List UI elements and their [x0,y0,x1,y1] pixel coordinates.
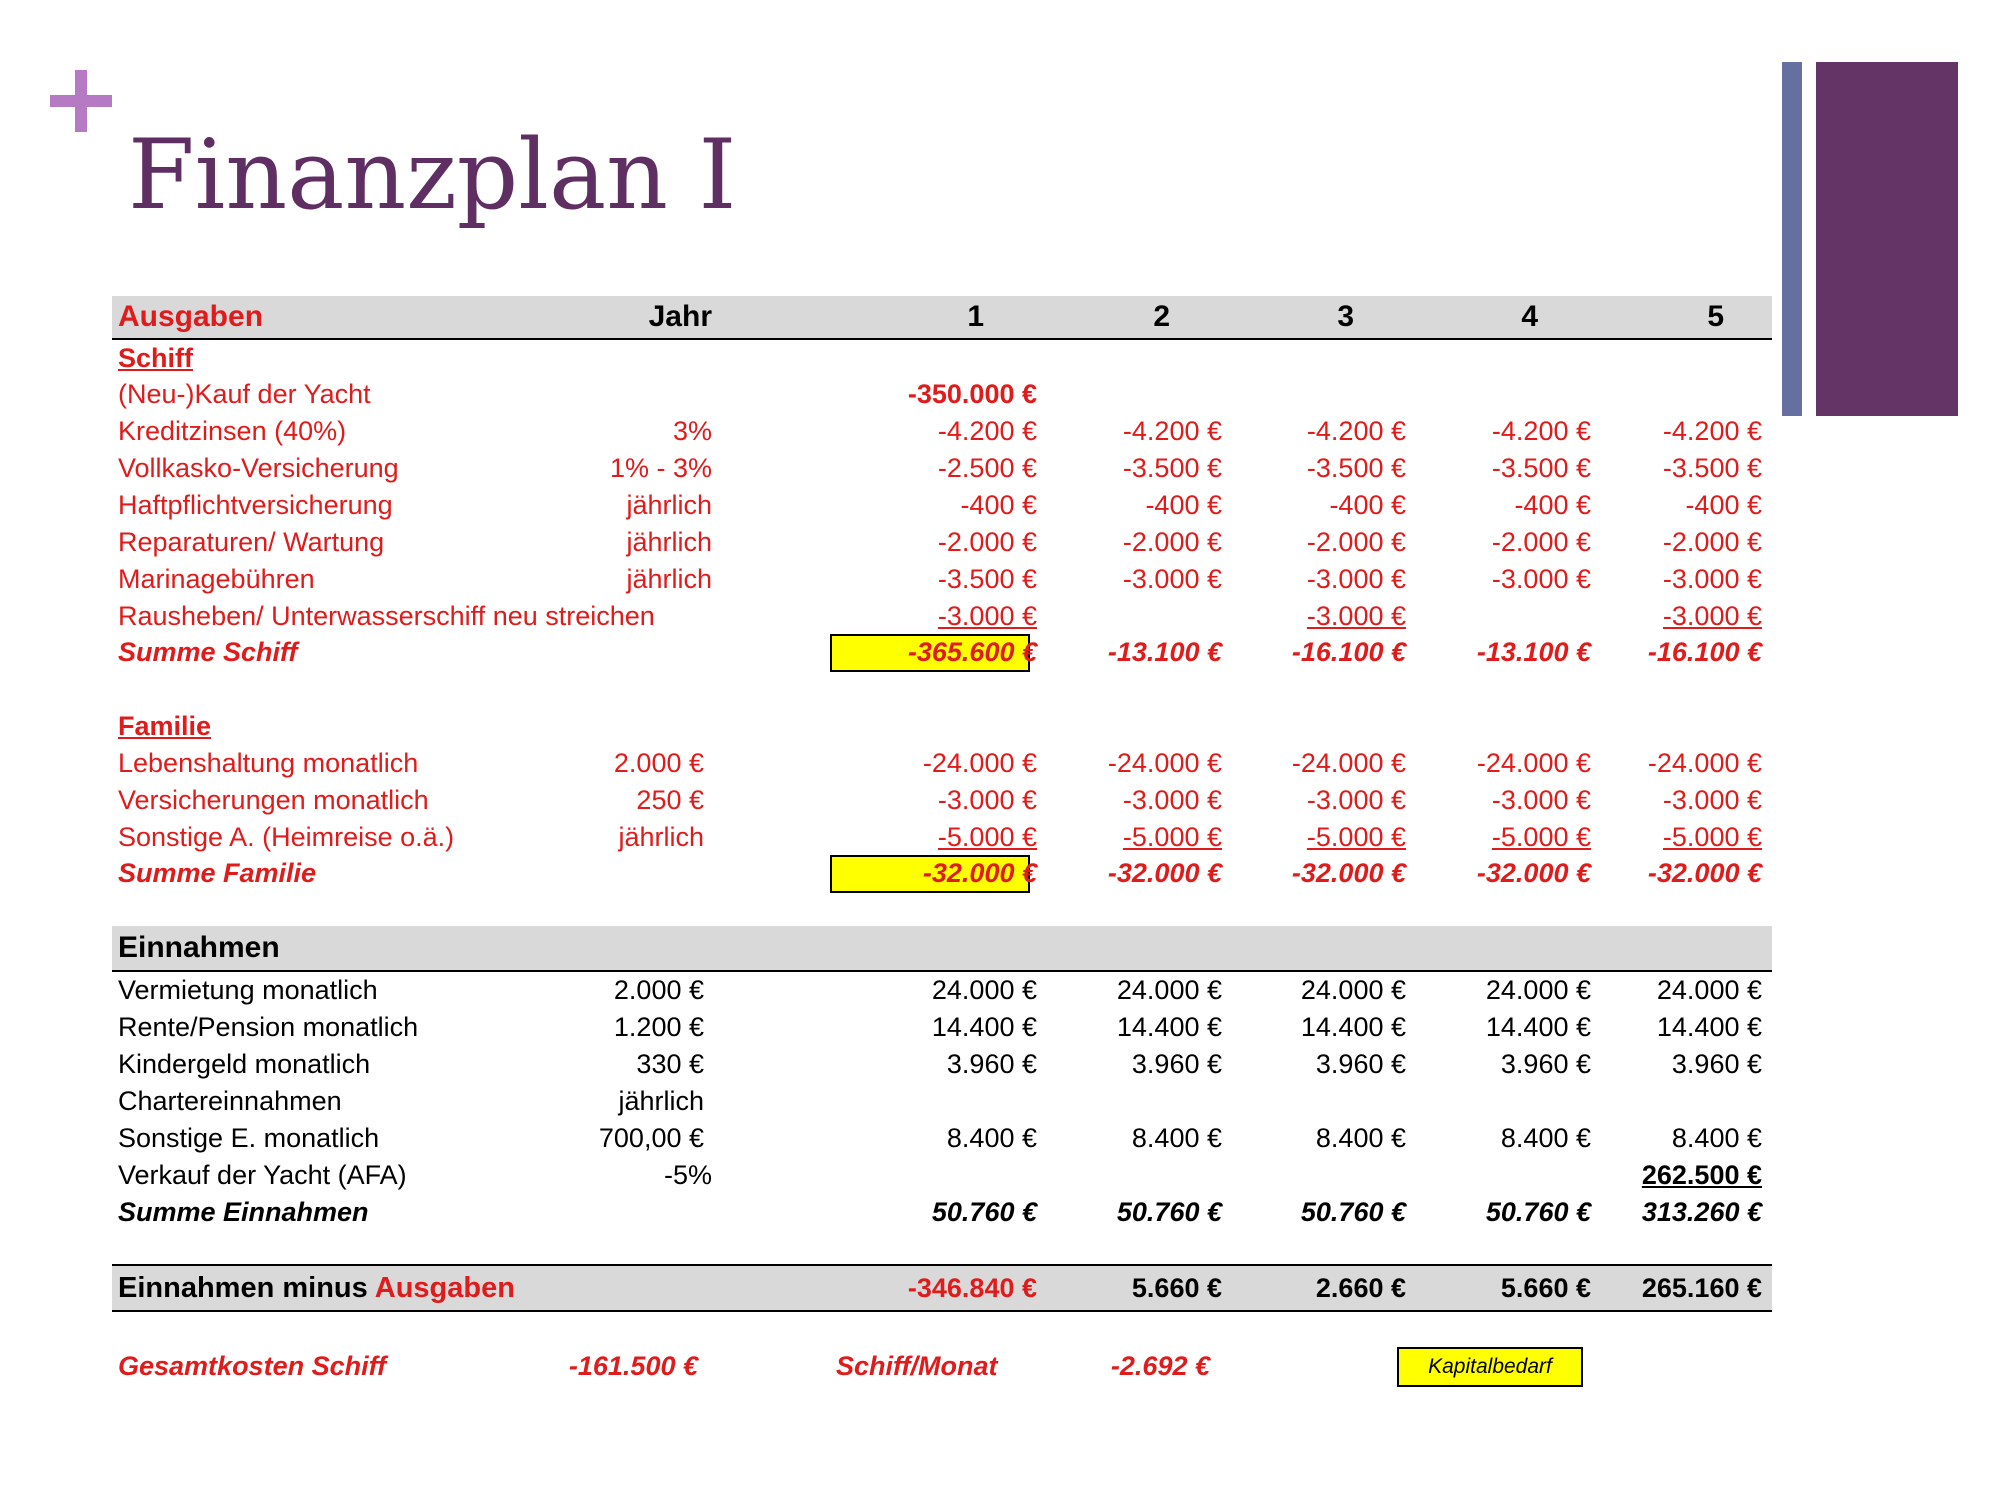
cell-year-3: -4.200 € [1306,416,1406,446]
cell-year-1: -346.840 € [907,1273,1037,1303]
table-row [112,972,1772,1009]
cell-year-5: -32.000 € [1647,858,1762,888]
table-row [112,598,1772,635]
row-param: jährlich [626,490,712,520]
cell-year-4: 50.760 € [1485,1197,1591,1227]
gesamtkosten-label: Gesamtkosten Schiff [118,1351,387,1381]
cell-year-5: -5.000 € [1662,822,1762,852]
cell-year-2: -24.000 € [1107,748,1222,778]
kapitalbedarf-badge: Kapitalbedarf [1397,1347,1583,1387]
header-year-1: 1 [967,300,984,333]
section-heading-familie [112,708,1772,745]
cell-year-1: -400 € [960,490,1037,520]
cell-year-4: 5.660 € [1500,1273,1591,1303]
cell-year-2: -400 € [1145,490,1222,520]
row-param: 2.000 € [613,975,704,1005]
row-label: Haftpflichtversicherung [118,490,393,520]
cell-year-3: 2.660 € [1315,1273,1406,1303]
row-param: 1% - 3% [609,453,712,483]
cell-year-5: -3.000 € [1662,601,1762,631]
cell-year-4: -2.000 € [1491,527,1591,557]
cell-year-2: -5.000 € [1122,822,1222,852]
cell-year-2: -13.100 € [1107,637,1222,667]
cell-year-3: -3.000 € [1306,564,1406,594]
section-heading-schiff [112,340,1772,377]
cell-year-5: 14.400 € [1656,1012,1762,1042]
table-row [112,376,1772,413]
cell-year-2: 5.660 € [1131,1273,1222,1303]
cell-year-5: -4.200 € [1662,416,1762,446]
cell-year-4: -5.000 € [1491,822,1591,852]
cell-year-4: -400 € [1514,490,1591,520]
sum-label: Summe Einnahmen [118,1197,369,1227]
row-label: Rente/Pension monatlich [118,1012,419,1042]
row-param: 700,00 € [598,1123,704,1153]
section-title: Einnahmen [118,931,280,964]
cell-year-2: -3.000 € [1122,785,1222,815]
header-ausgaben: Ausgaben [118,300,264,333]
row-param: jährlich [618,822,704,852]
row-label: Sonstige E. monatlich [118,1123,380,1153]
cell-year-3: 8.400 € [1315,1123,1406,1153]
header-year-3: 3 [1337,300,1354,333]
row-param: 1.200 € [613,1012,704,1042]
cell-year-5: -400 € [1685,490,1762,520]
table-row [112,1083,1772,1120]
cell-year-5: 3.960 € [1671,1049,1762,1079]
cell-year-2: -32.000 € [1107,858,1222,888]
row-label: Verkauf der Yacht (AFA) [118,1160,407,1190]
net-label [118,1266,515,1310]
cell-year-1: 24.000 € [931,975,1037,1005]
cell-year-2: -3.500 € [1122,453,1222,483]
schiff-monat-label: Schiff/Monat [836,1351,998,1381]
row-label: Lebenshaltung monatlich [118,748,419,778]
row-label: Kreditzinsen (40%) [118,416,347,446]
cell-year-4: 8.400 € [1500,1123,1591,1153]
sum-row-familie [112,855,1772,892]
cell-year-5: -24.000 € [1647,748,1762,778]
cell-year-1: -2.500 € [937,453,1037,483]
header-year-2: 2 [1153,300,1170,333]
cell-year-2: -2.000 € [1122,527,1222,557]
cell-year-1: -3.500 € [937,564,1037,594]
table-row [112,1009,1772,1046]
header-year-5: 5 [1707,300,1724,333]
cell-year-2: 24.000 € [1116,975,1222,1005]
cell-year-3: -5.000 € [1306,822,1406,852]
cell-year-2: -3.000 € [1122,564,1222,594]
cell-year-1: 8.400 € [946,1123,1037,1153]
table-row [112,1046,1772,1083]
cell-year-5: -2.000 € [1662,527,1762,557]
table-row [112,524,1772,561]
net-label-a: Einnahmen minus [118,1272,368,1304]
cell-year-2: 50.760 € [1116,1197,1222,1227]
gesamtkosten-value: -161.500 € [568,1351,698,1381]
cell-year-1: 3.960 € [946,1049,1037,1079]
net-label-b: Ausgaben [374,1272,515,1304]
cell-year-2: -4.200 € [1122,416,1222,446]
cell-year-1: -5.000 € [937,822,1037,852]
sum-row-schiff [112,634,1772,671]
cell-year-1: 14.400 € [931,1012,1037,1042]
cell-year-3: 14.400 € [1300,1012,1406,1042]
cell-year-5: -16.100 € [1647,637,1762,667]
row-label: (Neu-)Kauf der Yacht [118,379,371,409]
row-label: Vollkasko-Versicherung [118,453,399,483]
decorative-bar-purple [1816,62,1958,416]
cell-year-2: 8.400 € [1131,1123,1222,1153]
cell-year-3: -400 € [1329,490,1406,520]
cell-year-5: 262.500 € [1641,1160,1762,1190]
row-label: Marinagebühren [118,564,315,594]
cell-year-1: -365.600 € [907,637,1037,667]
row-label: Versicherungen monatlich [118,785,429,815]
row-label: Kindergeld monatlich [118,1049,371,1079]
table-row [112,487,1772,524]
cell-year-3: -16.100 € [1291,637,1406,667]
cell-year-5: 313.260 € [1641,1197,1762,1227]
table-row [112,413,1772,450]
row-param: 330 € [636,1049,704,1079]
cell-year-4: 14.400 € [1485,1012,1591,1042]
cell-year-4: -3.000 € [1491,785,1591,815]
cell-year-4: -3.000 € [1491,564,1591,594]
table-row [112,745,1772,782]
cell-year-5: -3.500 € [1662,453,1762,483]
cell-year-3: -3.500 € [1306,453,1406,483]
cell-year-1: -4.200 € [937,416,1037,446]
row-label: Sonstige A. (Heimreise o.ä.) [118,822,455,852]
cell-year-5: 8.400 € [1671,1123,1762,1153]
cell-year-1: -3.000 € [937,785,1037,815]
cell-year-3: 50.760 € [1300,1197,1406,1227]
cell-year-1: -350.000 € [907,379,1037,409]
cell-year-3: -3.000 € [1306,601,1406,631]
cell-year-3: 3.960 € [1315,1049,1406,1079]
decorative-bar-blue [1782,62,1802,416]
cell-year-4: -13.100 € [1476,637,1591,667]
row-param: jährlich [626,527,712,557]
row-param: 2.000 € [613,748,704,778]
table-row [112,782,1772,819]
cell-year-4: -4.200 € [1491,416,1591,446]
header-year-4: 4 [1521,300,1538,333]
cell-year-1: -2.000 € [937,527,1037,557]
row-label: Vermietung monatlich [118,975,378,1005]
row-label: Rausheben/ Unterwasserschiff neu streichen [118,601,655,631]
row-param: -5% [663,1160,712,1190]
row-label: Reparaturen/ Wartung [118,527,385,557]
cell-year-4: -24.000 € [1476,748,1591,778]
section-title: Schiff [118,343,194,373]
section-header-einnahmen [112,926,1772,972]
cell-year-4: -32.000 € [1476,858,1591,888]
cell-year-1: -3.000 € [937,601,1037,631]
cell-year-3: -32.000 € [1291,858,1406,888]
page-title: Finanzplan I [128,119,737,231]
cell-year-5: -3.000 € [1662,564,1762,594]
cell-year-5: -3.000 € [1662,785,1762,815]
table-row [112,819,1772,856]
table-row [112,561,1772,598]
row-label: Chartereinnahmen [118,1086,342,1116]
cell-year-5: 24.000 € [1656,975,1762,1005]
cell-year-3: -3.000 € [1306,785,1406,815]
section-title: Familie [118,711,212,741]
schiff-monat-value: -2.692 € [1110,1351,1210,1381]
table-row [112,450,1772,487]
row-param: 3% [672,416,712,446]
sum-label: Summe Schiff [118,637,298,667]
cell-year-2: 3.960 € [1131,1049,1222,1079]
cell-year-1: -32.000 € [922,858,1037,888]
cell-year-3: 24.000 € [1300,975,1406,1005]
table-row [112,1120,1772,1157]
sum-label: Summe Familie [118,858,317,888]
cell-year-4: 24.000 € [1485,975,1591,1005]
plus-icon [50,70,112,132]
cell-year-3: -24.000 € [1291,748,1406,778]
table-header [112,296,1772,340]
row-param: jährlich [618,1086,704,1116]
cell-year-3: -2.000 € [1306,527,1406,557]
cell-year-1: 50.760 € [931,1197,1037,1227]
header-jahr: Jahr [648,300,712,333]
cell-year-5: 265.160 € [1641,1273,1762,1303]
row-param: jährlich [626,564,712,594]
cell-year-1: -24.000 € [922,748,1037,778]
net-row [112,1264,1772,1312]
table-row [112,1157,1772,1194]
sum-row-einnahmen [112,1194,1772,1231]
cell-year-2: 14.400 € [1116,1012,1222,1042]
cell-year-4: 3.960 € [1500,1049,1591,1079]
row-param: 250 € [636,785,704,815]
cell-year-4: -3.500 € [1491,453,1591,483]
